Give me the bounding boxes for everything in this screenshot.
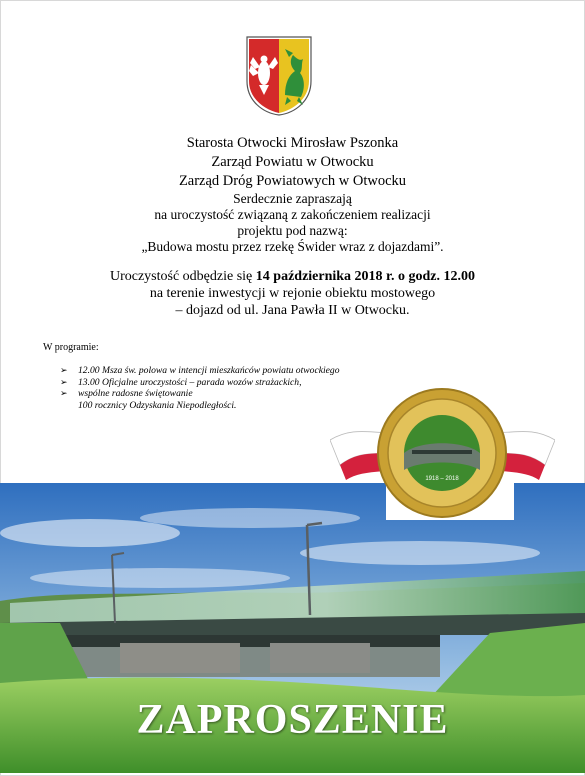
arrow-bullet-icon: ➢: [60, 365, 68, 375]
header-line-zapraszaja: Serdecznie zapraszają: [233, 191, 352, 206]
program-item-text: 12.00 Msza św. polowa w intencji mieszkańców powiatu otwockiego: [78, 365, 340, 376]
event-date-line: [0, 268, 585, 285]
emblem-inner-text: 1918 – 2018: [425, 476, 459, 482]
coat-of-arms-icon: [245, 35, 313, 117]
arrow-bullet-icon: ➢: [60, 376, 68, 387]
event-location-line: na terenie inwestycji w rejonie obiektu mostowego: [149, 286, 436, 301]
invitation-header: [0, 134, 585, 255]
list-item: [60, 388, 340, 400]
program-item-continuation: 100 rocznicy Odzyskania Niepodległości.: [78, 399, 237, 411]
list-item: [60, 365, 340, 377]
header-line-uroczystosc: na uroczystość związaną z zakończeniem realizacji: [154, 207, 431, 222]
header-line-zarzad-powiatu: Zarząd Powiatu w Otwocku: [211, 154, 374, 170]
header-line-zarzad-drog: Zarząd Dróg Powiatowych w Otwocku: [178, 173, 407, 189]
header-line-projekt: projektu pod nazwą:: [237, 223, 348, 238]
program-item-text: wspólne radosne świętowanie: [78, 388, 193, 399]
event-date-prefix: Uroczystość odbędzie się: [109, 269, 256, 284]
independence-emblem-icon: [330, 380, 555, 520]
header-line-starosta: Starosta Otwocki Mirosław Pszonka: [186, 135, 399, 151]
list-item: [60, 377, 340, 389]
invitation-title: ZAPROSZENIE: [136, 697, 449, 743]
arrow-bullet-icon: ➢: [60, 388, 68, 398]
program-title: W programie:: [43, 342, 99, 353]
program-list: [60, 365, 340, 411]
event-access-line: – dojazd od ul. Jana Pawła II w Otwocku.: [175, 303, 410, 318]
event-date: 14 października 2018 r. o godz. 12.00: [255, 269, 475, 284]
header-line-nazwa-projektu: „Budowa mostu przez rzekę Świder wraz z dojazdami”.: [141, 239, 444, 254]
program-item-text: 13.00 Oficjalne uroczystości – parada wozów strażackich,: [78, 376, 302, 388]
event-info: [0, 268, 585, 319]
